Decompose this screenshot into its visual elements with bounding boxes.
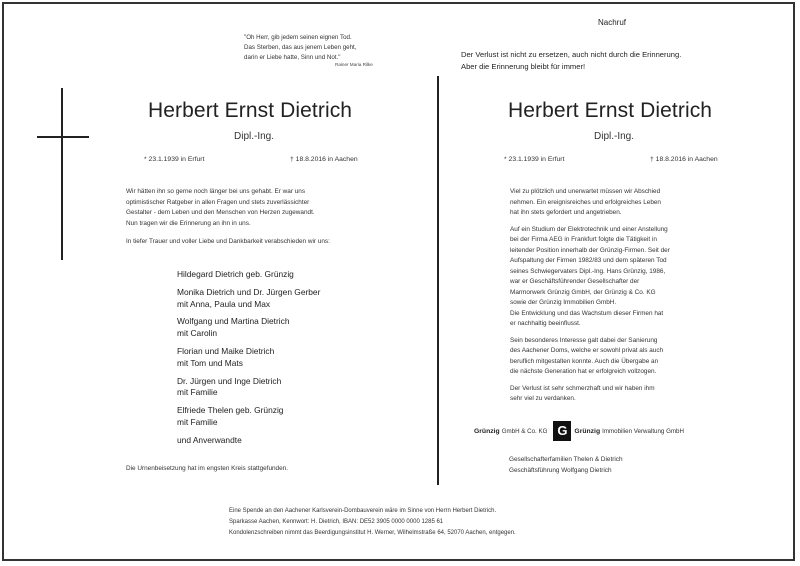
footer-line: Sparkasse Aachen, Kennwort: H. Dietrich, IBAN: DE52 3905 0000 0000 1285 61 [229, 519, 444, 525]
family-member-sub: mit Anna, Paula und Max [177, 298, 271, 309]
nachruf-intro-line: Der Verlust ist nicht zu ersetzen, auch nicht durch die Erinnerung. [461, 50, 682, 59]
family-member: Florian und Maike Dietrich [177, 345, 275, 356]
family-member: Dr. Jürgen und Inge Dietrich [177, 375, 282, 386]
quote-line: Das Sterben, das aus jenem Leben geht, [244, 44, 357, 51]
quote-author: Rainer Maria Rilke [335, 62, 373, 67]
text-line: seines Schwiegervaters Dipl.-Ing. Hans Grünzig, 1986, [510, 267, 666, 275]
text-line: des Aachener Doms, welche er sowohl privat als auch [510, 347, 664, 354]
text-line: hat ihn stets gefordert und angetrieben. [510, 209, 622, 216]
nachruf-intro-line: Aber die Erinnerung bleibt für immer! [461, 61, 586, 71]
birth-date-left: * 23.1.1939 in Erfurt [144, 156, 205, 163]
text-line: sehr viel zu verdanken. [510, 395, 576, 402]
text-line: leitender Position innerhalb der Grünzig-Firmen. Seit der [510, 246, 670, 254]
text-line: nehmen. Ein ereignisreiches und erfolgreiches Leben [510, 198, 661, 206]
page-frame [2, 2, 795, 561]
company-logos [474, 421, 684, 441]
text-line: bei der Firma AEG in Frankfurt folgte die Tätigkeit in [510, 236, 657, 243]
quote-line: "Oh Herr, gib jedem seinen eignen Tod. [244, 34, 352, 41]
birth-date-right: * 23.1.1939 in Erfurt [504, 156, 565, 163]
footer-line: Eine Spende an den Aachener Karlsverein-Dombauverein wäre im Sinne von Herrn Herbert Dietrich. [229, 508, 497, 514]
text-line: Sein besonderes Interesse galt dabei der Sanierung [510, 336, 658, 344]
company-suffix: GmbH & Co. KG [501, 427, 548, 435]
nachruf-title: Nachruf [598, 18, 627, 27]
company-brand: Grünzig [474, 427, 500, 435]
quote-line: darin er Liebe hatte, Sinn und Not." [244, 54, 341, 61]
center-divider [437, 76, 439, 485]
text-line: Nun tragen wir die Erinnerung an ihn in uns. [126, 219, 251, 227]
signatories [509, 455, 623, 476]
family-member: Hildegard Dietrich geb. Grünzig [177, 269, 294, 279]
text-line: war er Geschäftsführender Gesellschafter der [510, 278, 640, 285]
family-member: Monika Dietrich und Dr. Jürgen Gerber [177, 286, 321, 297]
text-line: Aufspaltung der Firmen 1982/83 und dem späteren Tod [510, 257, 667, 264]
cross-horizontal [37, 136, 89, 138]
footer-notes [229, 506, 516, 539]
family-member: und Anverwandte [177, 434, 242, 445]
footer-line: Kondolenzschreiben nimmt das Beerdigungsinstitut H. Werner, Wilhelmstraße 64, 52070 Aachen, entgegen. [229, 530, 516, 536]
signatory-line: Gesellschafterfamilien Thelen & Dietrich [509, 456, 623, 463]
text-line: sowie der Grünzig Immobilien GmbH. [510, 299, 617, 306]
burial-note: Die Urnenbeisetzung hat im engsten Kreis stattgefunden. [126, 465, 288, 472]
family-member-sub: mit Tom und Mats [177, 357, 243, 368]
company-logo-icon: G [553, 421, 571, 441]
text-line: Die Entwicklung und das Wachstum dieser Firmen hat [510, 309, 664, 317]
degree-left: Dipl.-Ing. [234, 131, 275, 142]
right-text [510, 187, 670, 405]
text-line: Gestalter - dem Leben und den Menschen von Herzen zugewandt. [126, 209, 315, 216]
deceased-name-left: Herbert Ernst Dietrich [148, 99, 353, 122]
text-line: Viel zu plötzlich und unerwartet müssen wir Abschied [510, 188, 661, 195]
text-line: Auf ein Studium der Elektrotechnik und einer Anstellung [510, 225, 668, 233]
degree-right: Dipl.-Ing. [594, 131, 635, 142]
cross-vertical [61, 88, 63, 260]
family-member-sub: mit Carolin [177, 328, 218, 339]
signatory-line: Geschäftsführung Wolfgang Dietrich [509, 466, 612, 474]
family-list [177, 269, 320, 447]
death-date-left: † 18.8.2016 in Aachen [290, 156, 358, 163]
text-line: Marmorwerk Grünzig GmbH, der Grünzig & Co. KG [510, 288, 656, 296]
text-line: optimistischer Ratgeber in allen Fragen und stets zuverlässichter [126, 198, 310, 206]
family-member-sub: mit Familie [177, 387, 218, 398]
deceased-name-right: Herbert Ernst Dietrich [508, 99, 713, 122]
company-suffix: Immobilien Verwaltung GmbH [602, 427, 684, 435]
family-member: Wolfgang und Martina Dietrich [177, 316, 290, 327]
text-line: Wir hätten ihn so gerne noch länger bei uns gehabt. Er war uns [126, 188, 306, 195]
text-line: Der Verlust ist sehr schmerzhaft und wir haben ihm [510, 384, 655, 392]
nachruf-intro [461, 49, 681, 72]
text-line: beruflich mitgestalten konnte. Auch die Übergabe an [510, 357, 659, 365]
family-member: Elfriede Thelen geb. Grünzig [177, 405, 284, 416]
death-date-right: † 18.8.2016 in Aachen [650, 156, 718, 163]
rilke-quote [244, 33, 356, 63]
left-text [126, 187, 315, 229]
farewell-line: In tiefer Trauer und voller Liebe und Dankbarkeit verabschieden wir uns: [126, 238, 330, 245]
family-member-sub: mit Familie [177, 416, 218, 427]
company-brand: Grünzig [574, 427, 601, 435]
text-line: die nächste Generation hat er erfolgreich vollzogen. [510, 368, 657, 375]
text-line: er nachhaltig beeinflusst. [510, 320, 581, 327]
